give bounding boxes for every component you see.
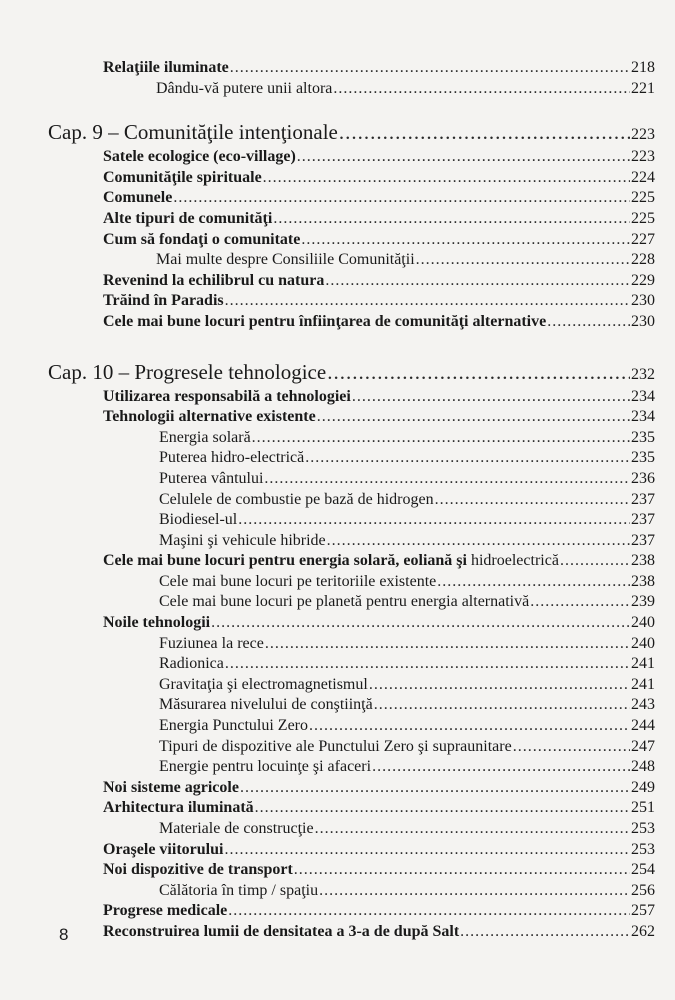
toc-entry (0, 291, 675, 312)
dot-leader (252, 428, 630, 449)
toc-entry-page: 235 (631, 449, 655, 467)
dot-leader (238, 510, 630, 531)
toc-entry-title: Comunele (103, 189, 173, 207)
toc-entry-title: Comunităţile spirituale (103, 168, 262, 186)
toc-entry-title-continuation: hidroelectrică (470, 552, 559, 570)
toc-entry-title: Noile tehnologii (103, 614, 211, 632)
toc-entry-title: Puterea hidro-electrică (159, 449, 305, 467)
toc-entry-title: Noi dispozitive de transport (103, 861, 293, 879)
dot-leader (372, 757, 630, 778)
toc-entry-page: 237 (631, 531, 655, 549)
toc-entry-page: 241 (631, 675, 655, 693)
toc-entry-page: 225 (631, 189, 655, 207)
toc-entry-page: 229 (631, 271, 655, 289)
dot-leader (230, 58, 630, 79)
toc-entry-title: Energia solară (159, 428, 251, 446)
dot-leader (437, 572, 630, 593)
dot-leader (264, 469, 630, 490)
toc-entry (0, 168, 675, 189)
toc-entry-title: Cele mai bune locuri pe planetă pentru energia alternativă (159, 593, 530, 611)
toc-entry-page: 236 (631, 469, 655, 487)
dot-leader (327, 357, 630, 387)
toc-entry-title: Utilizarea responsabilă a tehnologiei (103, 387, 351, 405)
dot-leader (265, 634, 630, 655)
chapter-heading (0, 117, 675, 147)
toc-entry-title: Arhitectura iluminată (103, 799, 254, 817)
toc-entry (0, 819, 675, 840)
chapter-page: 223 (631, 126, 655, 144)
toc-entry-page: 253 (631, 820, 655, 837)
toc-entry-page: 253 (631, 840, 655, 858)
toc-entry-page: 241 (631, 655, 655, 673)
toc-entry-title: Materiale de construcţie (159, 820, 314, 837)
dot-leader (255, 798, 630, 819)
toc-entry (0, 840, 675, 861)
toc-entry-title: Fuziunea la rece (159, 634, 264, 652)
dot-leader (173, 188, 630, 209)
toc-entry (0, 469, 675, 490)
toc-entry-title: Tipuri de dispozitive ale Punctului Zero şi supraunitare (159, 737, 512, 755)
dot-leader (315, 819, 630, 840)
toc-entry-page: 257 (631, 902, 655, 920)
toc-entry (0, 510, 675, 531)
toc-entry (0, 757, 675, 778)
toc-entry-page: 251 (631, 799, 655, 817)
toc-entry-page: 227 (631, 230, 655, 248)
dot-leader (530, 592, 630, 613)
dot-leader (240, 778, 630, 799)
toc-entry-page: 221 (631, 79, 655, 97)
toc-entry (0, 551, 675, 572)
page-number: 8 (59, 925, 69, 944)
toc-entry (0, 271, 675, 292)
toc-entry-title: Relaţiile iluminate (103, 59, 229, 76)
toc-entry (0, 613, 675, 634)
dot-leader (547, 312, 630, 333)
dot-leader (317, 407, 630, 428)
toc-entry (0, 312, 675, 333)
toc-entry-title: Progrese medicale (103, 902, 228, 920)
toc-entry (0, 188, 675, 209)
toc-entry (0, 798, 675, 819)
toc-entry-title: Radionica (159, 655, 224, 673)
toc-entry-title: Cele mai bune locuri pentru energia solară, eoliană şi (103, 552, 467, 570)
toc-entry-page: 238 (631, 572, 655, 590)
toc-entry-title: Noi sisteme agricole (103, 778, 239, 796)
toc-entry (0, 79, 675, 100)
chapter-heading (0, 357, 675, 387)
toc-entry-page: 228 (631, 251, 655, 269)
toc-entry-title: Gravitaţia şi electromagnetismul (159, 675, 368, 693)
dot-leader (228, 901, 630, 922)
dot-leader (225, 654, 630, 675)
toc-entry-title: Cele mai bune locuri pe teritoriile existente (159, 572, 437, 590)
toc-entry (0, 737, 675, 758)
chapter-page: 232 (631, 365, 655, 383)
toc-entry-title: Oraşele viitorului (103, 840, 224, 858)
toc-entry-title: Revenind la echilibrul cu natura (103, 271, 325, 289)
toc-entry-title: Alte tipuri de comunităţi (103, 209, 273, 227)
toc-entry (0, 448, 675, 469)
toc-entry-title: Tehnologii alternative existente (103, 408, 316, 426)
dot-leader (460, 922, 630, 943)
dot-leader (211, 613, 630, 634)
toc-entry-page: 224 (631, 168, 655, 186)
toc-entry-title: Energie pentru locuinţe şi afaceri (159, 758, 372, 776)
toc-entry (0, 428, 675, 449)
dot-leader (513, 737, 630, 758)
dot-leader (374, 695, 630, 716)
dot-leader (339, 117, 630, 147)
toc-entry (0, 387, 675, 408)
toc-entry-title: Puterea vântului (159, 469, 264, 487)
dot-leader (301, 230, 630, 251)
toc-entry-title: Reconstruirea lumii de densitatea a 3-a de după Salt (103, 922, 460, 940)
toc-entry (0, 654, 675, 675)
dot-leader (224, 840, 630, 861)
toc-entry-title: Biodiesel-ul (159, 511, 238, 529)
toc-entry-page: 240 (631, 614, 655, 632)
toc-entry-page: 230 (631, 312, 655, 330)
toc-entry (0, 922, 675, 943)
dot-leader (333, 79, 630, 100)
toc-entry (0, 716, 675, 737)
toc-entry-page: 230 (631, 292, 655, 310)
dot-leader (560, 551, 630, 572)
toc-entry-page: 218 (631, 59, 655, 76)
toc-entry (0, 634, 675, 655)
dot-leader (263, 168, 630, 189)
toc-entry (0, 881, 675, 902)
toc-entry-title: Maşini şi vehicule hibride (159, 531, 326, 549)
toc-entry (0, 58, 675, 79)
toc-entry (0, 531, 675, 552)
dot-leader (319, 881, 630, 902)
toc-entry-title: Trăind în Paradis (103, 292, 224, 310)
toc-entry-title: Dându-vă putere unii altora (156, 79, 333, 97)
toc-entry-title: Cum să fondaţi o comunitate (103, 230, 301, 248)
toc-entry (0, 695, 675, 716)
dot-leader (352, 387, 630, 408)
toc-entry (0, 407, 675, 428)
dot-leader (435, 490, 630, 511)
toc-entry-page: 248 (631, 758, 655, 776)
toc-entry-page: 237 (631, 511, 655, 529)
toc-entry-page: 254 (631, 861, 655, 879)
toc-entry-title: Cele mai bune locuri pentru înfiinţarea de comunităţi alternative (103, 312, 547, 330)
dot-leader (309, 716, 630, 737)
toc-entry-page: 223 (631, 148, 655, 166)
dot-leader (294, 860, 630, 881)
toc-entry-page: 240 (631, 634, 655, 652)
toc-entry (0, 490, 675, 511)
toc-entry-page: 225 (631, 209, 655, 227)
table-of-contents (0, 58, 675, 943)
toc-entry-title: Celulele de combustie pe bază de hidrogen (159, 490, 434, 508)
toc-entry-title: Mai multe despre Consiliile Comunităţii (156, 251, 415, 269)
toc-entry (0, 209, 675, 230)
dot-leader (369, 675, 630, 696)
toc-entry-page: 247 (631, 737, 655, 755)
toc-entry-page: 249 (631, 778, 655, 796)
toc-entry (0, 778, 675, 799)
toc-entry-page: 239 (631, 593, 655, 611)
toc-entry-page: 238 (631, 552, 655, 570)
dot-leader (305, 448, 630, 469)
toc-entry (0, 250, 675, 271)
dot-leader (297, 147, 630, 168)
chapter-title: Cap. 10 – Progresele tehnologice (48, 359, 327, 384)
dot-leader (325, 271, 630, 292)
toc-entry-page: 234 (631, 408, 655, 426)
toc-entry-title: Călătoria în timp / spaţiu (159, 881, 319, 899)
toc-entry-title: Satele ecologice (eco-village) (103, 148, 296, 166)
toc-entry-page: 244 (631, 717, 655, 735)
dot-leader (225, 291, 630, 312)
toc-entry-page: 237 (631, 490, 655, 508)
toc-entry (0, 675, 675, 696)
toc-entry (0, 860, 675, 881)
toc-entry (0, 592, 675, 613)
dot-leader (327, 531, 630, 552)
toc-entry (0, 572, 675, 593)
dot-leader (273, 209, 630, 230)
toc-entry (0, 230, 675, 251)
toc-entry-page: 256 (631, 881, 655, 899)
chapter-title: Cap. 9 – Comunităţile intenţionale (48, 120, 338, 145)
dot-leader (416, 250, 630, 271)
toc-entry-page: 243 (631, 696, 655, 714)
toc-entry-title: Energia Punctului Zero (159, 717, 308, 735)
toc-entry-page: 262 (631, 922, 655, 940)
toc-entry-page: 235 (631, 428, 655, 446)
toc-entry-title: Măsurarea nivelului de conştiinţă (159, 696, 373, 714)
toc-entry (0, 147, 675, 168)
toc-entry-page: 234 (631, 387, 655, 405)
toc-entry (0, 901, 675, 922)
